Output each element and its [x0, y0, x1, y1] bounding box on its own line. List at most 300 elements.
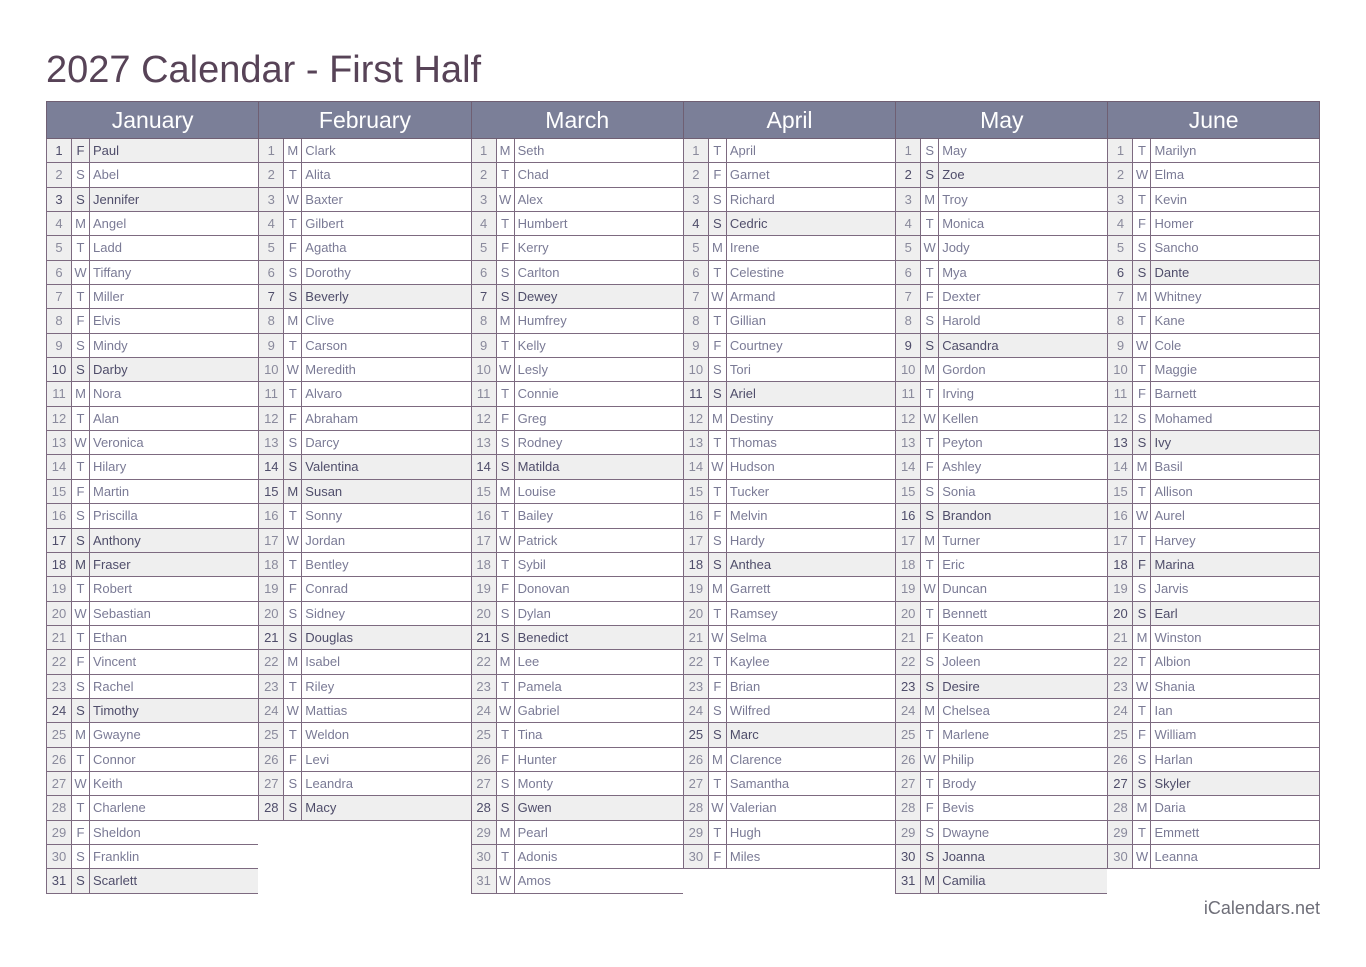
- day-row: [683, 675, 895, 699]
- day-row: [895, 285, 1107, 309]
- name-day: Irene: [729, 240, 760, 256]
- name-day: Seth: [517, 143, 545, 158]
- name-day: Susan: [305, 483, 343, 499]
- day-row: [683, 821, 895, 845]
- weekday-letter: W: [921, 236, 939, 259]
- name-day: Monica: [942, 216, 985, 232]
- name-day: Kevin: [1154, 191, 1188, 207]
- day-row: [1107, 163, 1319, 187]
- day-row: [46, 382, 258, 406]
- day-row: [683, 236, 895, 260]
- weekday-letter: T: [921, 602, 939, 625]
- weekday-letter: S: [284, 602, 302, 625]
- day-row: [683, 139, 895, 163]
- day-number: 7: [684, 285, 709, 308]
- day-number: 21: [684, 626, 709, 649]
- day-row: [471, 650, 683, 674]
- day-number: 17: [1108, 529, 1133, 552]
- weekday-letter: F: [284, 577, 302, 600]
- weekday-letter: M: [921, 869, 939, 892]
- day-number: 19: [896, 577, 921, 600]
- weekday-letter: S: [1133, 407, 1151, 430]
- name-day: Miles: [729, 848, 761, 864]
- name-day: Tucker: [729, 483, 770, 499]
- weekday-letter: T: [72, 796, 90, 819]
- day-number: 21: [259, 626, 284, 649]
- name-day: Anthea: [729, 556, 772, 572]
- month-may: [895, 101, 1107, 894]
- day-row: [895, 796, 1107, 820]
- day-number: 5: [896, 236, 921, 259]
- day-row: [683, 163, 895, 187]
- name-day: Gwayne: [93, 727, 141, 743]
- weekday-letter: T: [709, 139, 727, 162]
- weekday-letter: S: [284, 285, 302, 308]
- weekday-letter: F: [1133, 723, 1151, 746]
- day-row: [1107, 358, 1319, 382]
- day-number: 16: [684, 504, 709, 527]
- day-row: [683, 577, 895, 601]
- name-day: Harold: [942, 313, 981, 329]
- name-day: Casandra: [942, 337, 999, 353]
- weekday-letter: F: [284, 407, 302, 430]
- day-row: [1107, 455, 1319, 479]
- day-number: 20: [684, 602, 709, 625]
- day-number: 15: [896, 480, 921, 503]
- day-row-highlighted: [471, 455, 683, 479]
- day-row: [258, 334, 470, 358]
- day-number: 7: [472, 285, 497, 308]
- weekday-letter: T: [284, 212, 302, 235]
- day-row: [683, 748, 895, 772]
- name-day: Sonny: [305, 508, 343, 524]
- day-row: [895, 212, 1107, 236]
- name-day: Garrett: [729, 581, 771, 597]
- name-day: Hugh: [729, 824, 761, 840]
- name-day: Gwen: [517, 800, 552, 816]
- weekday-letter: W: [72, 431, 90, 454]
- day-number: 7: [47, 285, 72, 308]
- day-number: 1: [259, 139, 284, 162]
- day-row: [46, 407, 258, 431]
- day-number: 10: [259, 358, 284, 381]
- day-number: 28: [472, 796, 497, 819]
- day-row: [471, 358, 683, 382]
- day-row: [683, 699, 895, 723]
- weekday-letter: S: [284, 431, 302, 454]
- day-row: [683, 650, 895, 674]
- day-row: [258, 431, 470, 455]
- name-day: Veronica: [93, 435, 144, 451]
- weekday-letter: T: [709, 772, 727, 795]
- day-number: 30: [896, 845, 921, 868]
- name-day: Lee: [517, 654, 540, 670]
- weekday-letter: S: [497, 796, 515, 819]
- name-day: Joleen: [942, 654, 981, 670]
- weekday-letter: T: [72, 626, 90, 649]
- name-day: Louise: [517, 483, 556, 499]
- day-number: 19: [472, 577, 497, 600]
- day-number: 7: [896, 285, 921, 308]
- day-row: [683, 845, 895, 869]
- name-day: William: [1154, 727, 1197, 743]
- weekday-letter: S: [1133, 748, 1151, 771]
- day-row: [46, 455, 258, 479]
- day-number: 16: [472, 504, 497, 527]
- weekday-letter: S: [72, 675, 90, 698]
- day-row: [1107, 188, 1319, 212]
- day-row-highlighted: [895, 845, 1107, 869]
- day-number: 8: [47, 309, 72, 332]
- day-row: [46, 723, 258, 747]
- name-day: Dante: [1154, 264, 1190, 280]
- name-day: Jarvis: [1154, 581, 1189, 597]
- day-row: [46, 236, 258, 260]
- name-day: Conrad: [305, 581, 348, 597]
- weekday-letter: F: [709, 334, 727, 357]
- name-day: Thomas: [729, 435, 777, 451]
- name-day: Shania: [1154, 678, 1195, 694]
- day-number: 23: [259, 675, 284, 698]
- day-row-highlighted: [258, 285, 470, 309]
- weekday-letter: S: [709, 723, 727, 746]
- name-day: Gilbert: [305, 216, 344, 232]
- day-row: [258, 675, 470, 699]
- day-row: [1107, 796, 1319, 820]
- weekday-letter: T: [497, 845, 515, 868]
- name-day: Dwayne: [942, 824, 990, 840]
- day-number: 3: [472, 188, 497, 211]
- day-row: [471, 480, 683, 504]
- weekday-letter: S: [72, 869, 90, 892]
- day-number: 8: [896, 309, 921, 332]
- day-number: 11: [259, 382, 284, 405]
- name-day: Ivy: [1154, 435, 1172, 451]
- day-number: 8: [259, 309, 284, 332]
- name-day: Desire: [942, 678, 980, 694]
- weekday-letter: T: [1133, 650, 1151, 673]
- name-day: Maggie: [1154, 362, 1198, 378]
- day-number: 23: [472, 675, 497, 698]
- name-day: Vincent: [93, 654, 137, 670]
- name-day: Zoe: [942, 167, 965, 183]
- name-day: May: [942, 143, 967, 158]
- day-number: 19: [259, 577, 284, 600]
- weekday-letter: T: [72, 748, 90, 771]
- day-row: [683, 626, 895, 650]
- name-day: Beverly: [305, 289, 349, 305]
- name-day: Dewey: [517, 289, 558, 305]
- weekday-letter: F: [709, 675, 727, 698]
- day-row-highlighted: [683, 212, 895, 236]
- name-day: Isabel: [305, 654, 340, 670]
- day-number: 5: [472, 236, 497, 259]
- weekday-letter: S: [709, 699, 727, 722]
- name-day: Valerian: [729, 800, 777, 816]
- day-number: 24: [684, 699, 709, 722]
- name-day: Winston: [1154, 629, 1202, 645]
- name-day: Jody: [942, 240, 970, 256]
- day-number: 27: [472, 772, 497, 795]
- name-day: Emmett: [1154, 824, 1200, 840]
- day-row: [895, 431, 1107, 455]
- name-day: Ramsey: [729, 605, 778, 621]
- day-row: [1107, 699, 1319, 723]
- weekday-letter: T: [709, 821, 727, 844]
- day-number: 26: [259, 748, 284, 771]
- weekday-letter: F: [72, 139, 90, 162]
- weekday-letter: S: [72, 699, 90, 722]
- weekday-letter: W: [72, 772, 90, 795]
- name-day: Dorothy: [305, 264, 351, 280]
- weekday-letter: M: [497, 309, 515, 332]
- weekday-letter: M: [284, 650, 302, 673]
- day-number: 4: [259, 212, 284, 235]
- day-number: 3: [684, 188, 709, 211]
- day-number: 4: [684, 212, 709, 235]
- name-day: Eric: [942, 556, 965, 572]
- day-number: 6: [684, 261, 709, 284]
- name-day: Marina: [1154, 556, 1195, 572]
- name-day: Philip: [942, 751, 974, 767]
- day-number: 8: [1108, 309, 1133, 332]
- day-row: [471, 869, 683, 893]
- weekday-letter: F: [921, 796, 939, 819]
- day-row-highlighted: [258, 480, 470, 504]
- day-number: 30: [684, 845, 709, 868]
- day-number: 28: [684, 796, 709, 819]
- day-row-highlighted: [1107, 261, 1319, 285]
- name-day: Weldon: [305, 727, 350, 743]
- day-row-highlighted: [471, 796, 683, 820]
- day-row: [46, 261, 258, 285]
- day-number: 3: [259, 188, 284, 211]
- day-row: [471, 261, 683, 285]
- day-number: 11: [47, 382, 72, 405]
- month-header: May: [895, 101, 1107, 139]
- weekday-letter: T: [284, 553, 302, 576]
- day-row: [46, 163, 258, 187]
- weekday-letter: M: [72, 553, 90, 576]
- name-day: Anthony: [93, 532, 141, 548]
- day-row-highlighted: [46, 358, 258, 382]
- name-day: Scarlett: [93, 873, 138, 889]
- day-number: 9: [684, 334, 709, 357]
- day-number: 20: [472, 602, 497, 625]
- day-row: [258, 382, 470, 406]
- day-number: 26: [684, 748, 709, 771]
- name-day: Hunter: [517, 751, 557, 767]
- day-number: 31: [47, 869, 72, 892]
- month-header: February: [258, 101, 470, 139]
- day-row: [895, 553, 1107, 577]
- day-number: 3: [47, 188, 72, 211]
- name-day: Carlton: [517, 264, 560, 280]
- name-day: Gillian: [729, 313, 767, 329]
- name-day: Camilia: [942, 873, 986, 889]
- weekday-letter: T: [72, 236, 90, 259]
- name-day: Joanna: [942, 848, 985, 864]
- day-number: 13: [259, 431, 284, 454]
- name-day: Alvaro: [305, 386, 343, 402]
- day-number: 4: [47, 212, 72, 235]
- day-number: 22: [684, 650, 709, 673]
- day-row: [895, 723, 1107, 747]
- name-day: Ladd: [93, 240, 122, 256]
- day-row: [683, 480, 895, 504]
- day-row: [471, 382, 683, 406]
- weekday-letter: M: [709, 577, 727, 600]
- weekday-letter: F: [1133, 382, 1151, 405]
- name-day: Kellen: [942, 410, 979, 426]
- day-number: 28: [259, 796, 284, 819]
- day-number: 26: [47, 748, 72, 771]
- weekday-letter: M: [72, 382, 90, 405]
- weekday-letter: W: [497, 699, 515, 722]
- weekday-letter: F: [921, 626, 939, 649]
- name-day: Martin: [93, 483, 130, 499]
- weekday-letter: W: [709, 285, 727, 308]
- day-number: 9: [472, 334, 497, 357]
- day-row: [258, 650, 470, 674]
- day-row: [258, 358, 470, 382]
- day-number: 5: [47, 236, 72, 259]
- weekday-letter: T: [709, 309, 727, 332]
- day-row: [258, 188, 470, 212]
- day-row: [46, 504, 258, 528]
- day-number: 23: [684, 675, 709, 698]
- weekday-letter: S: [1133, 602, 1151, 625]
- weekday-letter: T: [1133, 139, 1151, 162]
- weekday-letter: S: [284, 261, 302, 284]
- month-header: March: [471, 101, 683, 139]
- day-row: [258, 407, 470, 431]
- day-row: [1107, 309, 1319, 333]
- name-day: Peyton: [942, 435, 983, 451]
- name-day: Alan: [93, 410, 120, 426]
- day-number: 19: [1108, 577, 1133, 600]
- month-header: January: [46, 101, 258, 139]
- weekday-letter: T: [497, 504, 515, 527]
- day-row: [258, 261, 470, 285]
- day-row-highlighted: [683, 723, 895, 747]
- day-number: 24: [896, 699, 921, 722]
- weekday-letter: W: [497, 529, 515, 552]
- weekday-letter: S: [72, 188, 90, 211]
- name-day: Ashley: [942, 459, 982, 475]
- weekday-letter: T: [497, 382, 515, 405]
- day-row-highlighted: [46, 139, 258, 163]
- day-row: [258, 772, 470, 796]
- day-number: 26: [896, 748, 921, 771]
- name-day: Courtney: [729, 337, 783, 353]
- month-march: [471, 101, 683, 894]
- weekday-letter: S: [1133, 236, 1151, 259]
- weekday-letter: F: [709, 163, 727, 186]
- site-credit: iCalendars.net: [1203, 898, 1320, 918]
- name-day: Albion: [1154, 654, 1191, 670]
- day-number: 30: [47, 845, 72, 868]
- name-day: Benedict: [517, 629, 569, 645]
- name-day: Douglas: [305, 629, 353, 645]
- name-day: Paul: [93, 143, 120, 158]
- weekday-letter: S: [72, 358, 90, 381]
- day-number: 24: [1108, 699, 1133, 722]
- weekday-letter: S: [921, 821, 939, 844]
- day-row: [895, 626, 1107, 650]
- name-day: Amos: [517, 873, 551, 889]
- day-number: 17: [684, 529, 709, 552]
- name-day: Duncan: [942, 581, 987, 597]
- day-row: [46, 309, 258, 333]
- day-number: 15: [472, 480, 497, 503]
- weekday-letter: F: [709, 504, 727, 527]
- weekday-letter: F: [1133, 553, 1151, 576]
- weekday-letter: F: [284, 236, 302, 259]
- name-day: Meredith: [305, 362, 356, 378]
- day-row-highlighted: [895, 675, 1107, 699]
- weekday-letter: M: [921, 699, 939, 722]
- name-day: Whitney: [1154, 289, 1202, 305]
- name-day: Sybil: [517, 556, 546, 572]
- day-number: 6: [896, 261, 921, 284]
- weekday-letter: T: [921, 723, 939, 746]
- day-row: [46, 845, 258, 869]
- weekday-letter: S: [921, 309, 939, 332]
- day-row: [471, 188, 683, 212]
- day-number: 25: [1108, 723, 1133, 746]
- day-number: 19: [684, 577, 709, 600]
- day-number: 18: [896, 553, 921, 576]
- day-row: [895, 236, 1107, 260]
- name-day: Skyler: [1154, 775, 1191, 791]
- weekday-letter: T: [921, 553, 939, 576]
- weekday-letter: T: [497, 163, 515, 186]
- day-row: [1107, 748, 1319, 772]
- day-row: [258, 139, 470, 163]
- day-number: 14: [684, 455, 709, 478]
- name-day: Mindy: [93, 337, 128, 353]
- weekday-letter: M: [72, 723, 90, 746]
- name-day: Bevis: [942, 800, 974, 816]
- day-row: [471, 821, 683, 845]
- day-number: 1: [896, 139, 921, 162]
- name-day: Irving: [942, 386, 974, 402]
- day-row: [471, 553, 683, 577]
- name-day: Levi: [305, 751, 330, 767]
- weekday-letter: S: [1133, 772, 1151, 795]
- day-number: 10: [684, 358, 709, 381]
- day-row: [1107, 626, 1319, 650]
- weekday-letter: W: [1133, 845, 1151, 868]
- day-number: 25: [259, 723, 284, 746]
- day-row: [46, 602, 258, 626]
- name-day: Hilary: [93, 459, 127, 475]
- day-row: [471, 407, 683, 431]
- name-day: Pearl: [517, 824, 548, 840]
- day-number: 27: [896, 772, 921, 795]
- weekday-letter: T: [72, 577, 90, 600]
- day-number: 25: [47, 723, 72, 746]
- day-row: [258, 529, 470, 553]
- name-day: Brian: [729, 678, 761, 694]
- name-day: Bennett: [942, 605, 988, 621]
- name-day: Elma: [1154, 167, 1185, 183]
- name-day: Tina: [517, 727, 543, 743]
- weekday-letter: T: [284, 675, 302, 698]
- name-day: Hudson: [729, 459, 775, 475]
- name-day: Celestine: [729, 264, 785, 280]
